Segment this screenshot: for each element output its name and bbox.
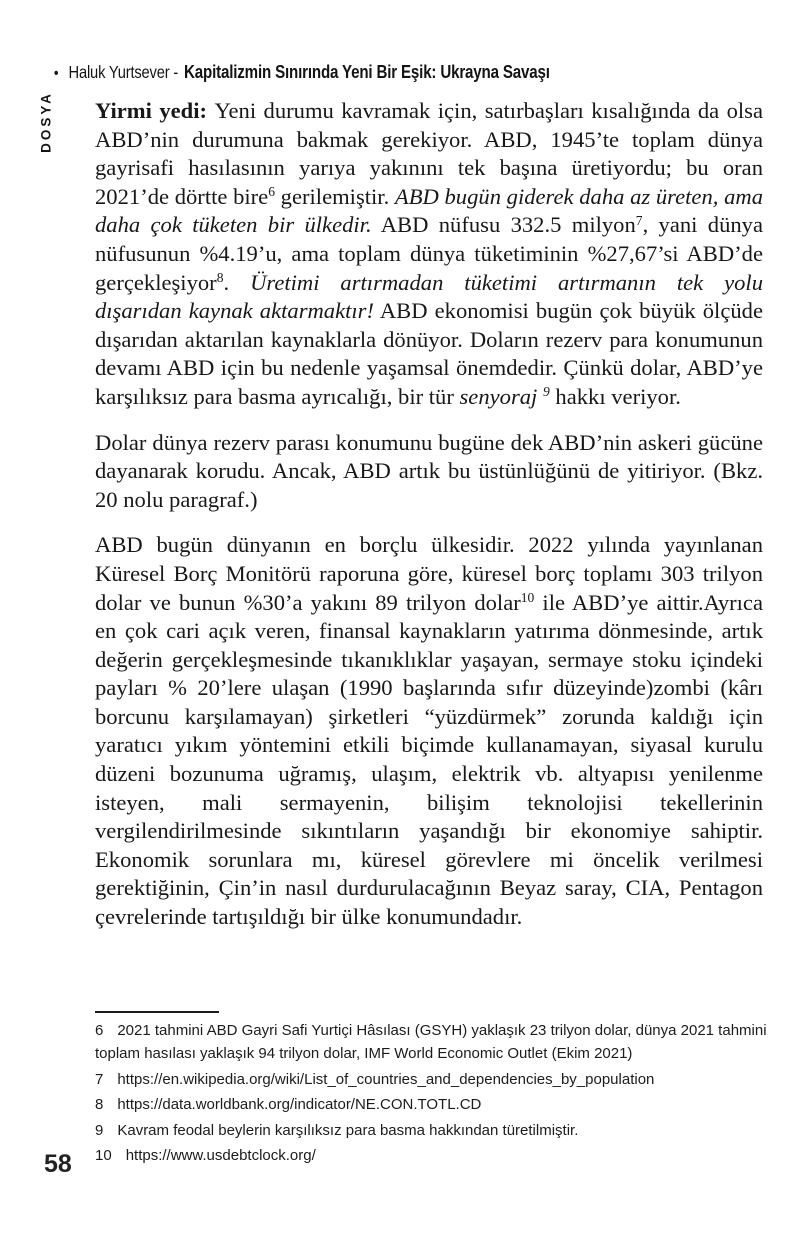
footnote-number: 9 bbox=[95, 1121, 104, 1139]
text-segment: Yeni durumu kavramak için, satırbaşları kısalığında da olsa ABD’nin durumuna bakmak gerekiyor. ABD, 1945’te toplam dünya gayrisafi hasılasının yarıya yakınını tek başına üretiyordu; bu oran 2021’de dörtte bire bbox=[95, 98, 763, 209]
paragraph bbox=[95, 531, 763, 931]
footnote-number: 7 bbox=[95, 1070, 104, 1088]
text-segment: . bbox=[223, 269, 251, 295]
footnote-text: https://en.wikipedia.org/wiki/List_of_countries_and_dependencies_by_population bbox=[117, 1070, 655, 1088]
footnote bbox=[95, 1119, 767, 1142]
article-body bbox=[95, 97, 763, 949]
text-segment: gerilemiştir. bbox=[275, 183, 395, 209]
footnote-reference: 7 bbox=[635, 212, 643, 228]
page-number: 58 bbox=[44, 1150, 72, 1178]
paragraph bbox=[95, 97, 763, 412]
footnote-number: 8 bbox=[95, 1096, 104, 1113]
text-segment: Dolar dünya rezerv parası konumunu bugüne dek ABD’nin askeri gücüne dayanarak korudu. Ancak, ABD artık bu üstünlüğünü de yitiriyor. (Bkz. 20 nolu paragraf.) bbox=[95, 429, 763, 512]
footnote-reference: 10 bbox=[520, 590, 535, 606]
footnote-number: 6 bbox=[95, 1022, 104, 1039]
text-segment: ile ABD’ye aittir.Ayrıca en çok cari açık veren, finansal kaynakların yatırıma dönmesinde, artık değerin gerçekleşmesinde tıkanıklıklar yaşayan, sermaye stoku içindeki payları % 20’lere ulaşan (1990 başlarında sıfır düzeyinde)zombi (kârı borcunu karşılamayan) şirketleri “yüzdürmek” zorunda kaldığı için yaratıcı yıkım yöntemini etkili biçimde kullanamayan, siyasal kurulu düzeni bozunuma uğramış, ulaşım, elektrik vb. altyapısı yenilenme isteyen, mali sermayenin, bilişim teknolojisi tekellerinin vergilendirilmesinde sıkıntıların yaşandığı bir ekonomiye sahiptir. Ekonomik sorunlara mı, küresel görevlere mi öncelik verilmesi gerektiğinin, Çin’in nasıl durdurulacağının Beyaz saray, CIA, Pentagon çevrelerinde tartışıldığı bir ülke konumundadır. bbox=[95, 589, 763, 930]
header-author: Haluk Yurtsever - bbox=[68, 62, 179, 82]
paragraph bbox=[95, 429, 763, 515]
footnote-separator-rule bbox=[95, 1011, 219, 1013]
running-header bbox=[54, 62, 550, 83]
footnote-reference: 8 bbox=[216, 270, 224, 286]
footnotes-block bbox=[95, 1019, 767, 1170]
text-segment: ABD ekonomisi bugün çok büyük ölçüde dışarıdan aktarılan kaynaklarla dönüyor. Doların rezerv para konumunun devamı ABD için bu nedenle yaşamsal önemdedir. Çünkü dolar, ABD’ye karşılıksız para basma ayrıcalığı, bir tür bbox=[95, 298, 763, 409]
section-label-dosya: DOSYA bbox=[38, 91, 54, 153]
footnote-reference: 9 bbox=[542, 384, 550, 400]
footnote bbox=[95, 1144, 767, 1167]
text-segment: ABD nüfusu 332.5 milyon bbox=[371, 212, 636, 238]
footnote-text: 2021 tahmini ABD Gayri Safi Yurtiçi Hâsılası (GSYH) yaklaşık 23 trilyon dolar, dünya 2021 tahmini toplam hasılası yaklaşık 94 trilyon dolar, IMF World Economic Outlet (Ekim 2021) bbox=[95, 1022, 767, 1062]
footnote-text: https://data.worldbank.org/indicator/NE.CON.TOTL.CD bbox=[117, 1096, 482, 1113]
text-segment: hakkı veriyor. bbox=[549, 383, 681, 409]
text-segment: , yani dünya nüfusunun %4.19’u, ama toplam dünya tüketiminin %27,67’si ABD’de gerçekleşiyor bbox=[95, 212, 763, 295]
text-segment: Üretimi artırmadan tüketimi artırmanın tek yolu dışarıdan kaynak aktarmaktır! bbox=[95, 269, 764, 324]
footnote-reference: 6 bbox=[268, 184, 275, 200]
footnote bbox=[95, 1019, 767, 1065]
footnote-text: https://www.usdebtclock.org/ bbox=[125, 1147, 316, 1164]
footnote-number: 10 bbox=[95, 1147, 112, 1164]
header-bullet-icon: • bbox=[54, 65, 59, 82]
footnote bbox=[95, 1093, 767, 1116]
text-segment: ABD bugün dünyanın en borçlu ülkesidir. 2022 yılında yayınlanan Küresel Borç Monitörü raporuna göre, küresel borç toplamı 303 trilyon dolar ve bunun %30’a yakını 89 trilyon dolar bbox=[95, 532, 763, 615]
text-segment: ABD bugün giderek daha az üreten, ama daha çok tüketen bir ülkedir. bbox=[95, 183, 763, 238]
footnote-text: Kavram feodal beylerin karşılıksız para basma hakkından türetilmiştir. bbox=[117, 1121, 579, 1139]
text-segment: Yirmi yedi: bbox=[95, 98, 215, 123]
header-chapter-title: Kapitalizmin Sınırında Yeni Bir Eşik: Ukrayna Savaşı bbox=[184, 62, 550, 82]
footnote bbox=[95, 1068, 767, 1091]
text-segment: senyoraj bbox=[459, 383, 543, 409]
